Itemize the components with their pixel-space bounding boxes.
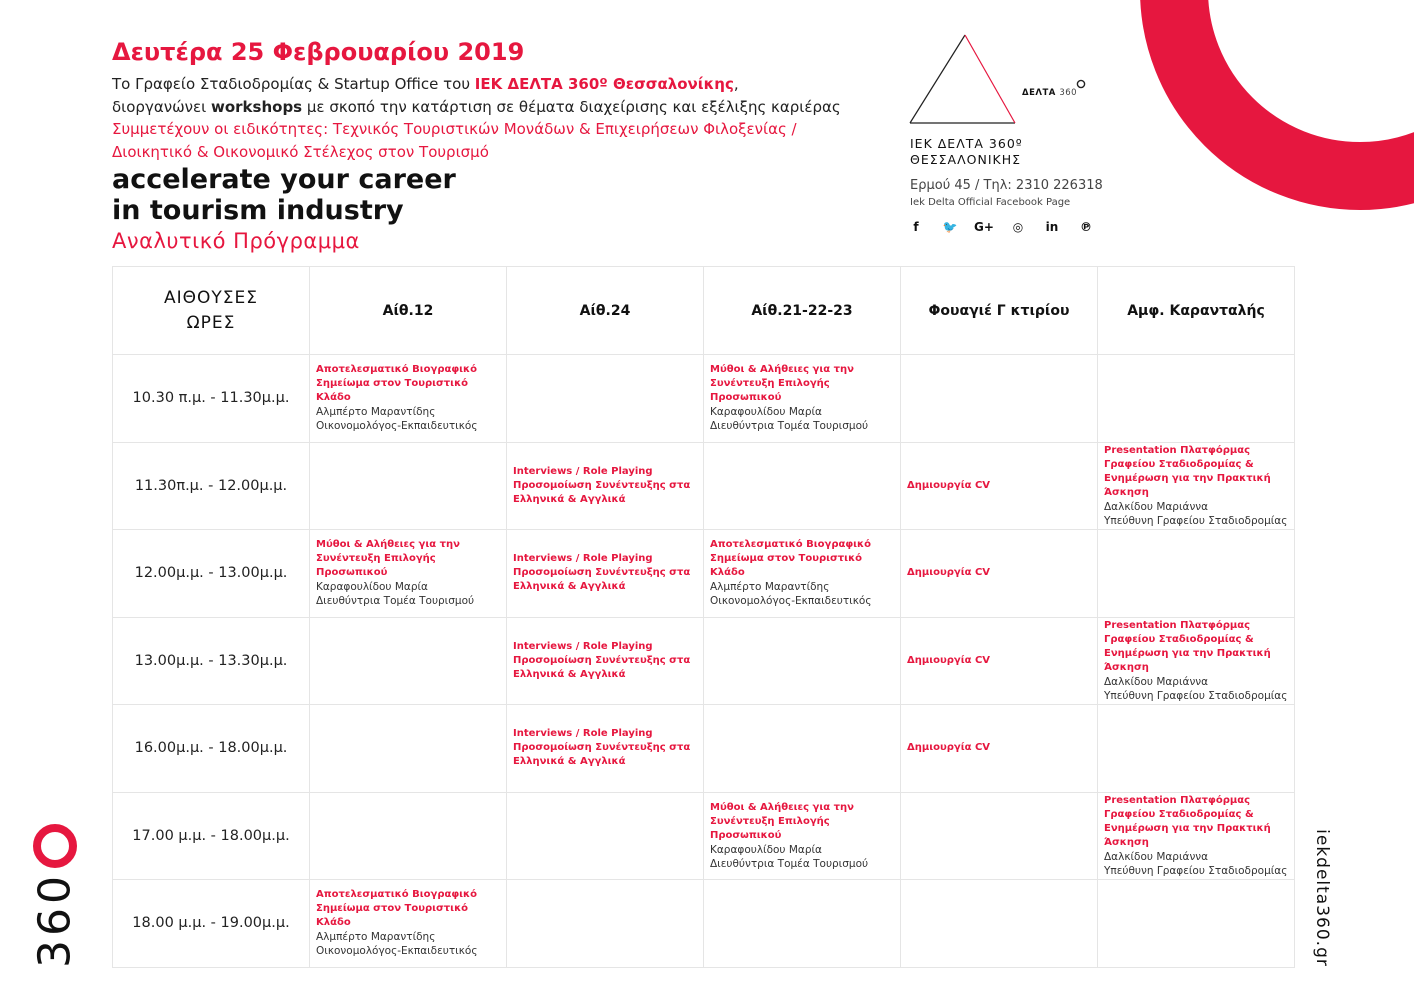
empty-cell bbox=[901, 355, 1098, 443]
session-cell bbox=[704, 530, 901, 618]
rooms-hours-header bbox=[113, 267, 310, 355]
speaker-role: Οικονομολόγος-Εκπαιδευτικός bbox=[316, 945, 478, 958]
time-slot: 16.00μ.μ. - 18.00μ.μ. bbox=[113, 705, 310, 793]
speaker-role: Υπεύθυνη Γραφείου Σταδιοδρομίας bbox=[1104, 864, 1288, 877]
empty-cell bbox=[1098, 530, 1295, 618]
empty-cell bbox=[901, 792, 1098, 880]
speaker-name: Αλμπέρτο Μαραντίδης bbox=[316, 931, 436, 944]
table-row bbox=[113, 705, 1295, 793]
intro-line-1-end: , bbox=[733, 75, 739, 93]
session-title: Presentation Πλατφόρμας Γραφείου Σταδιοδρομίας & Ενημέρωση για την Πρακτική Άσκηση bbox=[1104, 444, 1271, 498]
speaker-name: Δαλκίδου Μαριάννα bbox=[1104, 500, 1209, 513]
brand-circle-icon bbox=[33, 824, 77, 868]
time-slot: 12.00μ.μ. - 13.00μ.μ. bbox=[113, 530, 310, 618]
empty-cell bbox=[1098, 355, 1295, 443]
table-row bbox=[113, 355, 1295, 443]
table-header-row bbox=[113, 267, 1295, 355]
session-title: Μύθοι & Αλήθειες για την Συνέντευξη Επιλογής Προσωπικού bbox=[710, 364, 854, 404]
empty-cell bbox=[310, 792, 507, 880]
logo-caption-number: 360 bbox=[1059, 88, 1078, 98]
logo-caption bbox=[1022, 88, 1077, 98]
empty-cell bbox=[310, 705, 507, 793]
intro-line-2 bbox=[112, 96, 892, 119]
empty-cell bbox=[704, 705, 901, 793]
facebook-page-label: Iek Delta Official Facebook Page bbox=[910, 197, 1071, 208]
speaker-name: Αλμπέρτο Μαραντίδης bbox=[316, 406, 436, 419]
rooms-label: ΑΙΘΟΥΣΕΣ bbox=[163, 287, 258, 308]
empty-cell bbox=[704, 442, 901, 530]
room-header: Αίθ.24 bbox=[507, 267, 704, 355]
empty-cell bbox=[704, 880, 901, 968]
empty-cell bbox=[1098, 880, 1295, 968]
logo-caption-text: ΔΕΛΤΑ bbox=[1022, 88, 1056, 98]
intro-text bbox=[112, 73, 892, 163]
session-cell bbox=[310, 880, 507, 968]
empty-cell bbox=[507, 880, 704, 968]
session-cell bbox=[507, 530, 704, 618]
session-title: Μύθοι & Αλήθειες για την Συνέντευξη Επιλογής Προσωπικού bbox=[710, 801, 854, 841]
speaker-name: Καραφουλίδου Μαρία bbox=[316, 581, 428, 594]
empty-cell bbox=[507, 792, 704, 880]
session-title: Interviews / Role Playing Προσομοίωση Συνέντευξης στα Ελληνικά & Αγγλικά bbox=[513, 640, 691, 680]
session-title: Μύθοι & Αλήθειες για την Συνέντευξη Επιλογής Προσωπικού bbox=[316, 539, 460, 579]
room-header: Φουαγιέ Γ κτιρίου bbox=[901, 267, 1098, 355]
session-title: Presentation Πλατφόρμας Γραφείου Σταδιοδρομίας & Ενημέρωση για την Πρακτική Άσκηση bbox=[1104, 619, 1271, 673]
time-slot: 11.30π.μ. - 12.00μ.μ. bbox=[113, 442, 310, 530]
session-title: Αποτελεσματικό Βιογραφικό Σημείωμα στον Τουριστικό Κλάδο bbox=[710, 539, 872, 579]
session-title: Presentation Πλατφόρμας Γραφείου Σταδιοδρομίας & Ενημέρωση για την Πρακτική Άσκηση bbox=[1104, 794, 1271, 848]
session-cell bbox=[310, 355, 507, 443]
table-row bbox=[113, 617, 1295, 705]
session-title: Interviews / Role Playing Προσομοίωση Συνέντευξης στα Ελληνικά & Αγγλικά bbox=[513, 728, 691, 768]
room-header: Αίθ.12 bbox=[310, 267, 507, 355]
session-cell bbox=[1098, 792, 1295, 880]
room-header: Αίθ.21-22-23 bbox=[704, 267, 901, 355]
session-cell bbox=[704, 355, 901, 443]
session-cell bbox=[901, 705, 1098, 793]
school-name-line-1: ΙΕΚ ΔΕΛΤΑ 360º bbox=[910, 136, 1023, 151]
room-header: Αμφ. Καρανταλής bbox=[1098, 267, 1295, 355]
speaker-name: Καραφουλίδου Μαρία bbox=[710, 843, 822, 856]
session-cell bbox=[1098, 617, 1295, 705]
slogan-line-1: accelerate your career bbox=[112, 164, 456, 195]
speaker-name: Αλμπέρτο Μαραντίδης bbox=[710, 581, 830, 594]
slogan bbox=[112, 164, 456, 226]
speaker-role: Διευθύντρια Τομέα Τουρισμού bbox=[710, 420, 869, 433]
pinterest-icon[interactable]: ℗ bbox=[1080, 220, 1092, 234]
session-title: Interviews / Role Playing Προσομοίωση Συνέντευξης στα Ελληνικά & Αγγλικά bbox=[513, 553, 691, 593]
speaker-name: Καραφουλίδου Μαρία bbox=[710, 406, 822, 419]
program-subtitle: Αναλυτικό Πρόγραμμα bbox=[112, 229, 360, 253]
google-plus-icon[interactable]: G+ bbox=[974, 220, 994, 234]
session-cell bbox=[901, 530, 1098, 618]
empty-cell bbox=[1098, 705, 1295, 793]
time-slot: 17.00 μ.μ. - 18.00μ.μ. bbox=[113, 792, 310, 880]
hours-label: ΩΡΕΣ bbox=[186, 312, 236, 333]
twitter-icon[interactable]: 🐦 bbox=[942, 220, 958, 234]
linkedin-icon[interactable]: in bbox=[1045, 220, 1059, 234]
session-cell bbox=[507, 617, 704, 705]
session-cell bbox=[704, 792, 901, 880]
speaker-role: Διευθύντρια Τομέα Τουρισμού bbox=[710, 857, 869, 870]
speaker-role: Διευθύντρια Τομέα Τουρισμού bbox=[316, 595, 475, 608]
session-cell bbox=[310, 530, 507, 618]
school-name-line-2: ΘΕΣΣΑΛΟΝΙΚΗΣ bbox=[910, 152, 1022, 167]
session-title: Δημιουργία CV bbox=[907, 742, 991, 754]
intro-line-3: Συμμετέχουν οι ειδικότητες: Τεχνικός Τουριστικών Μονάδων & Επιχειρήσεων Φιλοξενίας / bbox=[112, 120, 797, 138]
session-title: Δημιουργία CV bbox=[907, 567, 991, 579]
empty-cell bbox=[901, 880, 1098, 968]
social-icons bbox=[906, 218, 1096, 236]
speaker-name: Δαλκίδου Μαριάννα bbox=[1104, 850, 1209, 863]
decorative-red-arc bbox=[1100, 0, 1414, 300]
facebook-icon[interactable]: f bbox=[913, 220, 919, 234]
session-title: Δημιουργία CV bbox=[907, 654, 991, 666]
school-name bbox=[910, 136, 1023, 168]
delta-triangle-logo bbox=[905, 30, 1095, 130]
address-phone: Ερμού 45 / Τηλ: 2310 226318 bbox=[910, 178, 1103, 193]
table-row bbox=[113, 792, 1295, 880]
intro-line-2-text: διοργανώνει bbox=[112, 97, 211, 116]
event-date: Δευτέρα 25 Φεβρουαρίου 2019 bbox=[112, 38, 525, 66]
session-cell bbox=[507, 705, 704, 793]
session-title: Αποτελεσματικό Βιογραφικό Σημείωμα στον Τουριστικό Κλάδο bbox=[316, 364, 478, 404]
speaker-role: Οικονομολόγος-Εκπαιδευτικός bbox=[710, 595, 872, 608]
instagram-icon[interactable]: ◎ bbox=[1012, 220, 1024, 234]
workshops-highlight: workshops bbox=[211, 97, 303, 116]
session-cell bbox=[507, 442, 704, 530]
school-name-highlight: ΙΕΚ ΔΕΛΤΑ 360º Θεσσαλονίκης bbox=[474, 75, 734, 93]
schedule-table bbox=[112, 266, 1295, 968]
brand-number: 360 bbox=[29, 872, 81, 968]
empty-cell bbox=[310, 442, 507, 530]
session-cell bbox=[901, 617, 1098, 705]
time-slot: 10.30 π.μ. - 11.30μ.μ. bbox=[113, 355, 310, 443]
speaker-name: Δαλκίδου Μαριάννα bbox=[1104, 675, 1209, 688]
table-row bbox=[113, 880, 1295, 968]
intro-line-2-end: με σκοπό την κατάρτιση σε θέματα διαχείρισης και εξέλιξης καριέρας bbox=[302, 97, 841, 116]
intro-line-1 bbox=[112, 73, 892, 96]
empty-cell bbox=[507, 355, 704, 443]
session-cell bbox=[1098, 442, 1295, 530]
time-slot: 18.00 μ.μ. - 19.00μ.μ. bbox=[113, 880, 310, 968]
speaker-role: Υπεύθυνη Γραφείου Σταδιοδρομίας bbox=[1104, 689, 1288, 702]
time-slot: 13.00μ.μ. - 13.30μ.μ. bbox=[113, 617, 310, 705]
session-cell bbox=[901, 442, 1098, 530]
session-title: Interviews / Role Playing Προσομοίωση Συνέντευξης στα Ελληνικά & Αγγλικά bbox=[513, 465, 691, 505]
intro-line-4: Διοικητικό & Οικονομικό Στέλεχος στον Τουρισμό bbox=[112, 142, 489, 161]
session-title: Αποτελεσματικό Βιογραφικό Σημείωμα στον Τουριστικό Κλάδο bbox=[316, 889, 478, 929]
speaker-role: Οικονομολόγος-Εκπαιδευτικός bbox=[316, 420, 478, 433]
table-row bbox=[113, 442, 1295, 530]
speaker-role: Υπεύθυνη Γραφείου Σταδιοδρομίας bbox=[1104, 514, 1288, 527]
empty-cell bbox=[310, 617, 507, 705]
session-title: Δημιουργία CV bbox=[907, 479, 991, 491]
website-url: iekdelta360.gr bbox=[1312, 829, 1332, 967]
table-row bbox=[113, 530, 1295, 618]
intro-line-1-text: Το Γραφείο Σταδιοδρομίας & Startup Office του bbox=[112, 75, 475, 93]
slogan-line-2: in tourism industry bbox=[112, 195, 404, 226]
empty-cell bbox=[704, 617, 901, 705]
